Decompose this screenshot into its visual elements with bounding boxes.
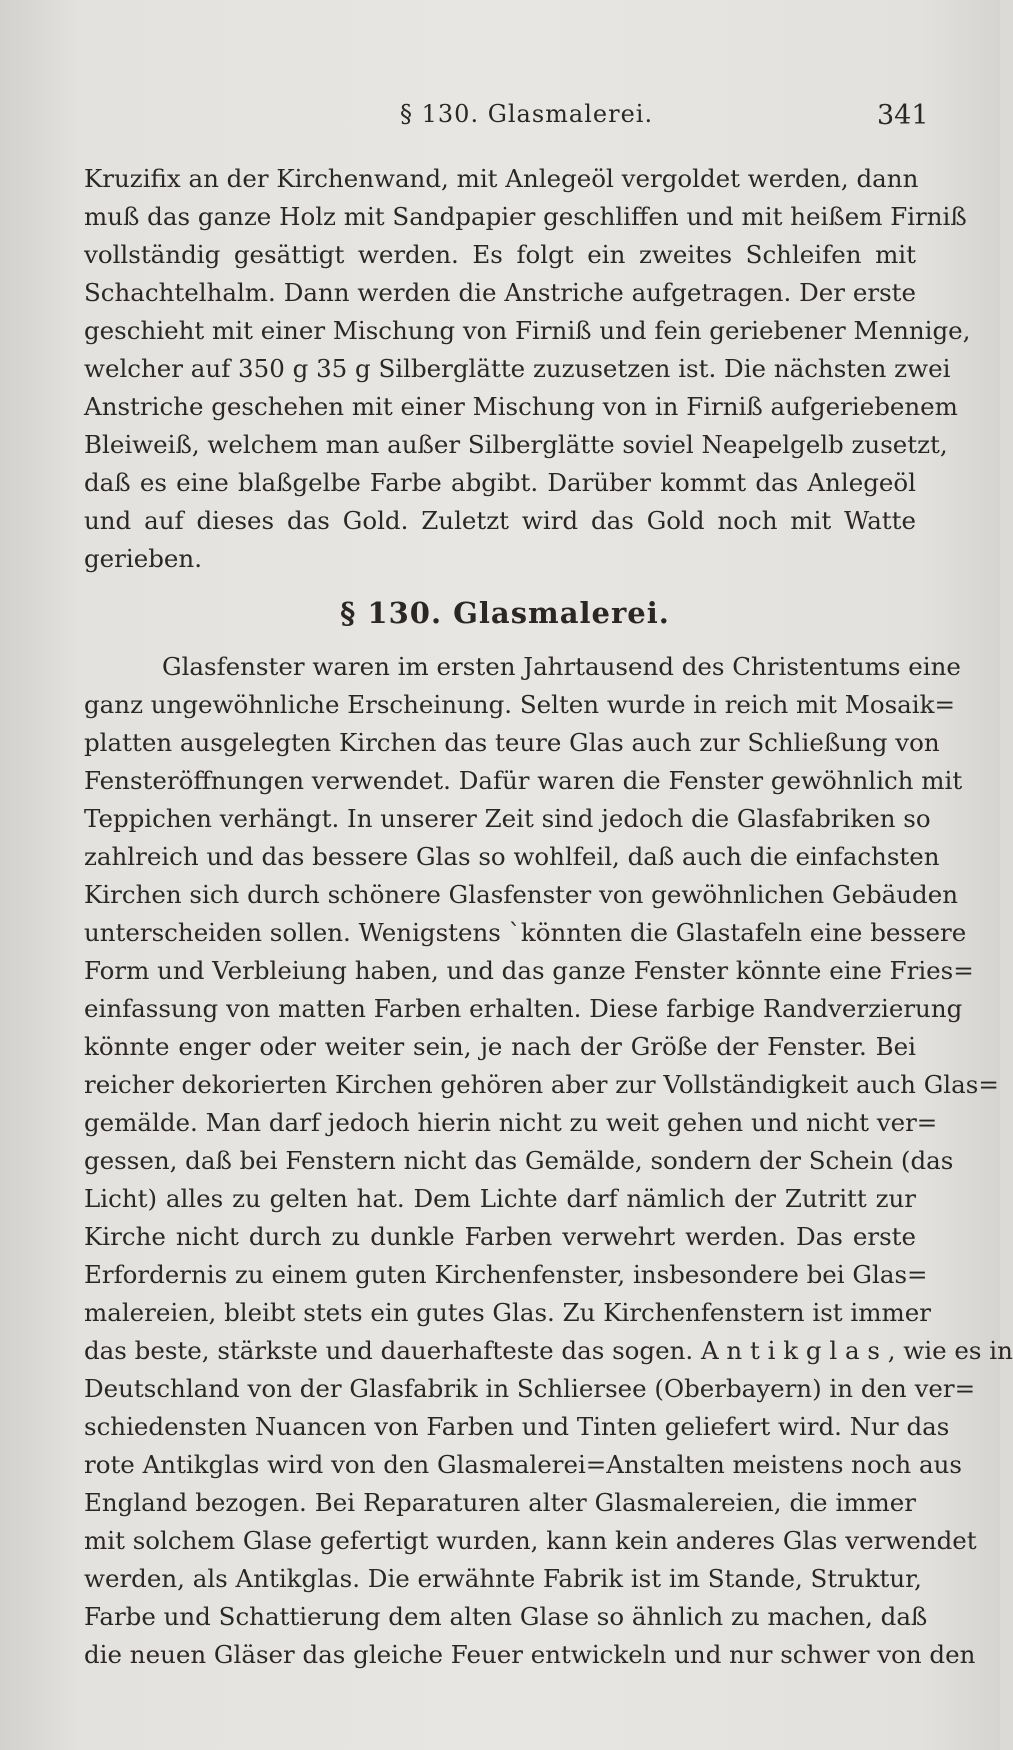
text-line: das beste, stärkste und dauerhafteste das sogen. A n t i k g l a s , wie es in (84, 1336, 1013, 1365)
text-line: England bezogen. Bei Reparaturen alter Glasmalereien, die immer (84, 1488, 916, 1517)
text-line: Fensteröffnungen verwendet. Dafür waren die Fenster gewöhnlich mit (84, 766, 963, 795)
text-line: Glasfenster waren im ersten Jahrtausend des Christentums eine (162, 652, 961, 681)
text-line: könnte enger oder weiter sein, je nach der Größe der Fenster. Bei (84, 1032, 916, 1061)
text-line: Form und Verbleiung haben, und das ganze Fenster könnte eine Fries= (84, 956, 974, 985)
text-line: schiedensten Nuancen von Farben und Tinten geliefert wird. Nur das (84, 1412, 950, 1441)
paragraph-2 (84, 648, 1013, 1674)
text-line: Kirchen sich durch schönere Glasfenster von gewöhnlichen Gebäuden (84, 880, 958, 909)
text-line: Deutschland von der Glasfabrik in Schliersee (Oberbayern) in den ver= (84, 1374, 976, 1403)
running-head (0, 100, 1000, 134)
text-line: gessen, daß bei Fenstern nicht das Gemälde, sondern der Schein (das (84, 1146, 954, 1175)
text-line: Teppichen verhängt. In unserer Zeit sind jedoch die Glasfabriken so (84, 804, 931, 833)
text-line: geschieht mit einer Mischung von Firniß und fein geriebener Mennige, (84, 316, 971, 345)
text-line: Erfordernis zu einem guten Kirchenfenster, insbesondere bei Glas= (84, 1260, 928, 1289)
text-line: mit solchem Glase gefertigt wurden, kann kein anderes Glas verwendet (84, 1526, 977, 1555)
body-text (84, 160, 1013, 1674)
text-line: reicher dekorierten Kirchen gehören aber zur Vollständigkeit auch Glas= (84, 1070, 999, 1099)
text-line: rote Antikglas wird von den Glasmalerei=Anstalten meistens noch aus (84, 1450, 962, 1479)
text-line: malereien, bleibt stets ein gutes Glas. Zu Kirchenfenstern ist immer (84, 1298, 931, 1327)
section-heading: § 130. Glasmalerei. (340, 596, 670, 630)
text-line: welcher auf 350 g 35 g Silberglätte zuzusetzen ist. Die nächsten zwei (84, 354, 951, 383)
text-line: die neuen Gläser das gleiche Feuer entwickeln und nur schwer von den (84, 1640, 976, 1669)
text-line: vollständig gesättigt werden. Es folgt ein zweites Schleifen mit (84, 240, 916, 269)
text-line: einfassung von matten Farben erhalten. Diese farbige Randverzierung (84, 994, 963, 1023)
text-line: und auf dieses das Gold. Zuletzt wird das Gold noch mit Watte (84, 506, 916, 535)
text-line: gemälde. Man darf jedoch hierin nicht zu weit gehen und nicht ver= (84, 1108, 938, 1137)
page-number: 341 (877, 100, 929, 131)
text-line: daß es eine blaßgelbe Farbe abgibt. Darüber kommt das Anlegeöl (84, 468, 916, 497)
text-line: Kirche nicht durch zu dunkle Farben verwehrt werden. Das erste (84, 1222, 916, 1251)
text-line: Bleiweiß, welchem man außer Silberglätte soviel Neapelgelb zusetzt, (84, 430, 948, 459)
paragraph-1 (84, 160, 971, 578)
text-line: Licht) alles zu gelten hat. Dem Lichte darf nämlich der Zutritt zur (84, 1184, 916, 1213)
text-line: zahlreich und das bessere Glas so wohlfeil, daß auch die einfachsten (84, 842, 940, 871)
text-line: werden, als Antikglas. Die erwähnte Fabrik ist im Stande, Struktur, (84, 1564, 922, 1593)
text-line: ganz ungewöhnliche Erscheinung. Selten wurde in reich mit Mosaik= (84, 690, 955, 719)
text-line: gerieben. (84, 544, 202, 573)
text-line: platten ausgelegten Kirchen das teure Glas auch zur Schließung von (84, 728, 940, 757)
text-line: muß das ganze Holz mit Sandpapier geschliffen und mit heißem Firniß (84, 202, 967, 231)
text-line: unterscheiden sollen. Wenigstens `könnten die Glastafeln eine bessere (84, 918, 967, 947)
text-line: Farbe und Schattierung dem alten Glase so ähnlich zu machen, daß (84, 1602, 928, 1631)
text-line: Schachtelhalm. Dann werden die Anstriche aufgetragen. Der erste (84, 278, 916, 307)
text-line: Kruzifix an der Kirchenwand, mit Anlegeöl vergoldet werden, dann (84, 164, 919, 193)
text-line: Anstriche geschehen mit einer Mischung von in Firniß aufgeriebenem (84, 392, 958, 421)
running-title: § 130. Glasmalerei. (400, 100, 654, 128)
